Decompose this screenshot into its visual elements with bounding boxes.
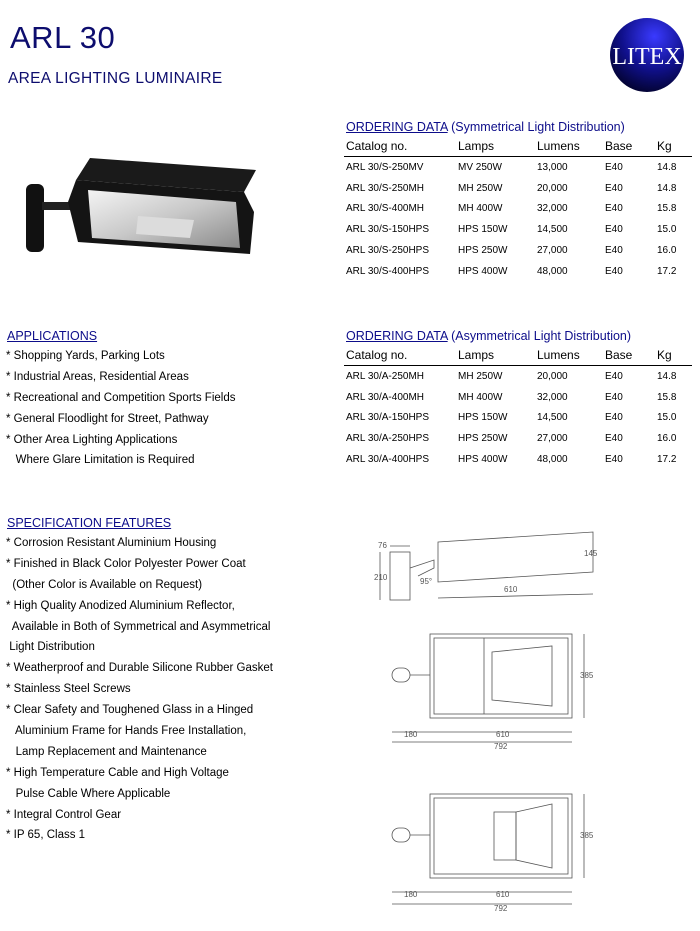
ordering-sym-subtitle: (Symmetrical Light Distribution) — [451, 120, 625, 134]
ordering-sym-header — [346, 120, 625, 134]
logo-text: LITEX — [612, 44, 682, 70]
dim-610-top2: 610 — [496, 890, 510, 899]
cell-lamps: MH 250W — [458, 182, 503, 194]
cell-catalog: ARL 30/S-250MV — [346, 161, 424, 173]
table-row — [344, 387, 692, 408]
cell-kg: 17.2 — [657, 454, 677, 466]
table-row — [344, 157, 692, 178]
cell-base: E40 — [605, 370, 623, 382]
cell-base: E40 — [605, 224, 623, 236]
dim-210: 210 — [374, 573, 388, 582]
table-row — [344, 366, 692, 387]
list-item: * Industrial Areas, Residential Areas — [6, 370, 189, 383]
cell-base: E40 — [605, 454, 623, 466]
ordering-sym-label: ORDERING DATA — [346, 120, 448, 134]
list-item: * Finished in Black Color Polyester Power Coat — [6, 557, 246, 570]
col-kg: Kg — [655, 139, 692, 157]
list-item: * High Temperature Cable and High Voltage — [6, 766, 229, 779]
table-row — [344, 408, 692, 429]
dim-145: 145 — [584, 549, 598, 558]
table-row — [344, 219, 692, 240]
cell-base: E40 — [605, 182, 623, 194]
cell-lamps: HPS 400W — [458, 265, 508, 277]
ordering-asym-subtitle: (Asymmetrical Light Distribution) — [451, 329, 632, 343]
cell-base: E40 — [605, 161, 623, 173]
cell-kg: 14.8 — [657, 161, 677, 173]
ordering-asym-table — [344, 348, 692, 470]
cell-lamps: HPS 250W — [458, 433, 508, 445]
table-row — [344, 178, 692, 199]
cell-catalog: ARL 30/S-250HPS — [346, 245, 430, 257]
dim-610-side: 610 — [504, 585, 518, 594]
dim-385-top2: 385 — [580, 831, 594, 840]
list-item: (Other Color is Available on Request) — [6, 578, 203, 591]
cell-kg: 15.8 — [657, 203, 677, 215]
cell-catalog: ARL 30/A-150HPS — [346, 412, 430, 424]
litex-logo — [609, 17, 685, 93]
dim-76: 76 — [378, 541, 387, 550]
list-item: Aluminium Frame for Hands Free Installation, — [6, 725, 247, 738]
cell-kg: 14.8 — [657, 370, 677, 382]
cell-lumens: 14,500 — [537, 412, 568, 424]
list-item: * General Floodlight for Street, Pathway — [6, 412, 209, 425]
cell-kg: 15.0 — [657, 412, 677, 424]
list-item: Pulse Cable Where Applicable — [6, 787, 171, 800]
cell-catalog: ARL 30/A-400HPS — [346, 454, 430, 466]
cell-kg: 14.8 — [657, 182, 677, 194]
cell-catalog: ARL 30/S-400MH — [346, 203, 424, 215]
list-item: * IP 65, Class 1 — [6, 829, 86, 842]
col-lamps: Lamps — [456, 139, 535, 157]
cell-kg: 16.0 — [657, 245, 677, 257]
product-subtitle: AREA LIGHTING LUMINAIRE — [8, 70, 223, 87]
cell-lamps: HPS 150W — [458, 224, 508, 236]
list-item: * Corrosion Resistant Aluminium Housing — [6, 537, 217, 549]
cell-lumens: 32,000 — [537, 391, 568, 403]
cell-lamps: MH 250W — [458, 370, 503, 382]
list-item: * Stainless Steel Screws — [6, 683, 131, 696]
cell-kg: 16.0 — [657, 433, 677, 445]
luminaire-photo — [18, 150, 266, 260]
dim-792-top2: 792 — [494, 904, 508, 913]
table-header-row — [344, 139, 692, 157]
col-lumens: Lumens — [535, 139, 603, 157]
col-catalog: Catalog no. — [344, 348, 456, 366]
list-item: Lamp Replacement and Maintenance — [6, 745, 207, 758]
cell-lamps: MV 250W — [458, 161, 502, 173]
table-row — [344, 261, 692, 282]
applications-list — [6, 346, 235, 471]
table-row — [344, 199, 692, 220]
top-view-symmetrical-drawing — [384, 628, 604, 752]
col-catalog: Catalog no. — [344, 139, 456, 157]
cell-lumens: 27,000 — [537, 245, 568, 257]
specification-list — [6, 533, 273, 846]
dim-610-top1: 610 — [496, 730, 510, 739]
col-kg: Kg — [655, 348, 692, 366]
cell-lumens: 27,000 — [537, 433, 568, 445]
cell-catalog: ARL 30/S-400HPS — [346, 265, 430, 277]
list-item: * High Quality Anodized Aluminium Reflector, — [6, 599, 235, 612]
table-row — [344, 449, 692, 470]
ordering-asym-header — [346, 329, 631, 343]
dim-180-top1: 180 — [404, 730, 418, 739]
cell-lamps: HPS 250W — [458, 245, 508, 257]
col-lumens: Lumens — [535, 348, 603, 366]
cell-kg: 15.0 — [657, 224, 677, 236]
cell-catalog: ARL 30/S-150HPS — [346, 224, 430, 236]
specification-heading: SPECIFICATION FEATURES — [7, 516, 172, 530]
cell-lamps: HPS 400W — [458, 454, 508, 466]
product-title: ARL 30 — [10, 20, 116, 55]
cell-catalog: ARL 30/S-250MH — [346, 182, 424, 194]
cell-base: E40 — [605, 245, 623, 257]
list-item: * Shopping Yards, Parking Lots — [6, 350, 165, 362]
cell-kg: 17.2 — [657, 265, 677, 277]
list-item: * Recreational and Competition Sports Fields — [6, 391, 236, 404]
list-item: Light Distribution — [6, 641, 95, 654]
cell-kg: 15.8 — [657, 391, 677, 403]
cell-lumens: 32,000 — [537, 203, 568, 215]
list-item: * Weatherproof and Durable Silicone Rubber Gasket — [6, 662, 273, 675]
col-base: Base — [603, 348, 655, 366]
cell-lamps: MH 400W — [458, 203, 503, 215]
cell-catalog: ARL 30/A-250MH — [346, 370, 424, 382]
cell-base: E40 — [605, 391, 623, 403]
cell-base: E40 — [605, 433, 623, 445]
list-item: * Clear Safety and Toughened Glass in a Hinged — [6, 704, 254, 717]
cell-lamps: HPS 150W — [458, 412, 508, 424]
list-item: Available in Both of Symmetrical and Asymmetrical — [6, 620, 271, 633]
top-view-asymmetrical-drawing — [384, 788, 604, 914]
list-item: Where Glare Limitation is Required — [6, 454, 195, 467]
side-view-drawing — [368, 528, 608, 608]
col-base: Base — [603, 139, 655, 157]
list-item: * Other Area Lighting Applications — [6, 433, 178, 446]
list-item: * Integral Control Gear — [6, 808, 122, 821]
cell-lumens: 13,000 — [537, 161, 568, 173]
ordering-asym-label: ORDERING DATA — [346, 329, 448, 343]
cell-lumens: 48,000 — [537, 265, 568, 277]
cell-lumens: 48,000 — [537, 454, 568, 466]
table-row — [344, 240, 692, 261]
cell-lumens: 20,000 — [537, 370, 568, 382]
dim-385-top1: 385 — [580, 671, 594, 680]
cell-base: E40 — [605, 412, 623, 424]
cell-lamps: MH 400W — [458, 391, 503, 403]
cell-catalog: ARL 30/A-400MH — [346, 391, 424, 403]
dim-180-top2: 180 — [404, 890, 418, 899]
cell-lumens: 14,500 — [537, 224, 568, 236]
applications-heading: APPLICATIONS — [7, 329, 98, 343]
cell-base: E40 — [605, 265, 623, 277]
cell-catalog: ARL 30/A-250HPS — [346, 433, 430, 445]
dim-792-top1: 792 — [494, 742, 508, 751]
ordering-sym-table — [344, 139, 692, 282]
col-lamps: Lamps — [456, 348, 535, 366]
dim-95deg: 95° — [420, 577, 433, 586]
cell-lumens: 20,000 — [537, 182, 568, 194]
cell-base: E40 — [605, 203, 623, 215]
table-header-row — [344, 348, 692, 366]
table-row — [344, 428, 692, 449]
